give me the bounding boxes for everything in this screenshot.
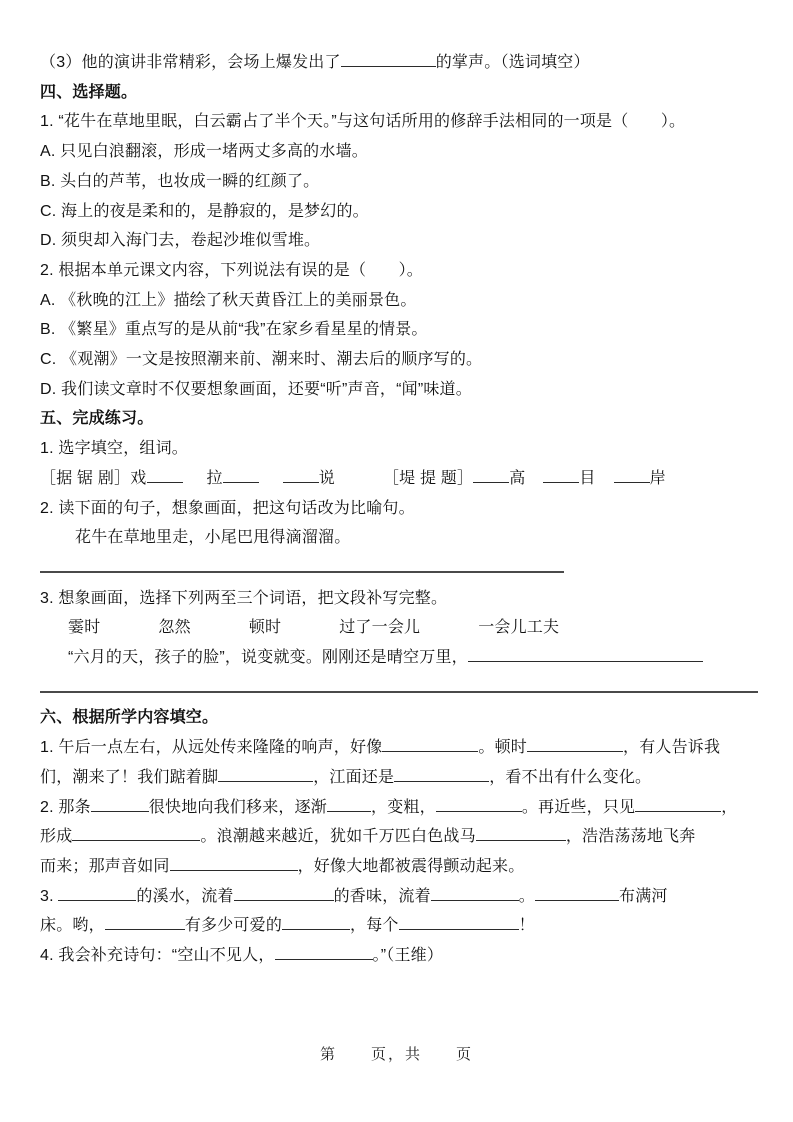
text-run: 目 bbox=[579, 469, 596, 487]
document-body bbox=[40, 48, 758, 971]
s4-q1-stem bbox=[40, 107, 758, 137]
footer-page-label: 第 页，共 页 bbox=[319, 1046, 473, 1063]
text-run: “六月的天，孩子的脸”，说变就变。刚刚还是晴空万里， bbox=[68, 649, 468, 667]
text-run: 形成 bbox=[40, 828, 73, 846]
s4-q1-option-a bbox=[40, 137, 758, 167]
text-run: 的掌声。（选词填空） bbox=[435, 54, 590, 71]
text-run: ，好像大地都被震得颤动起来。 bbox=[297, 857, 525, 875]
text-run: 有多少可爱的 bbox=[184, 917, 283, 935]
fill-in-blank bbox=[431, 883, 519, 901]
s6-q3-line2 bbox=[40, 911, 758, 941]
s4-q1-option-c bbox=[40, 197, 758, 227]
answer-rule bbox=[40, 673, 758, 693]
text-run: （3）他的演讲非常精彩，会场上爆发出了 bbox=[40, 54, 341, 71]
s5-q3-passage bbox=[40, 643, 758, 673]
s5-q3-stem bbox=[40, 584, 758, 614]
fill-in-blank bbox=[147, 465, 183, 483]
fill-in-blank bbox=[58, 883, 136, 901]
text-run: 3. bbox=[40, 887, 59, 905]
text-run: ！ bbox=[518, 917, 535, 935]
text-run: ，江面还是 bbox=[313, 768, 395, 786]
fill-in-blank bbox=[223, 465, 259, 483]
answer-rule bbox=[40, 553, 564, 573]
fill-in-blank bbox=[399, 912, 519, 930]
text-run: 五、完成练习。 bbox=[40, 410, 154, 428]
section4-title bbox=[40, 78, 758, 108]
text-run: 拉 bbox=[206, 469, 223, 487]
text-run: ，每个 bbox=[350, 917, 399, 935]
text-run: 说 bbox=[318, 469, 335, 487]
text-run: 3. 想象画面，选择下列两至三个词语，把文段补写完整。 bbox=[40, 589, 448, 607]
text-run: 的香味，流着 bbox=[333, 887, 431, 905]
s6-q2-line1 bbox=[40, 793, 758, 823]
text-run: 忽然 bbox=[158, 619, 191, 637]
text-run: 。 bbox=[518, 887, 535, 905]
fill-in-blank bbox=[468, 644, 703, 662]
s6-q2-line2 bbox=[40, 822, 758, 852]
s5-q3-word-bank bbox=[40, 613, 758, 643]
fill-in-blank bbox=[91, 794, 149, 812]
s4-q1-option-b bbox=[40, 167, 758, 197]
fill-in-blank bbox=[614, 465, 650, 483]
text-run: 2. 根据本单元课文内容，下列说法有误的是（ ）。 bbox=[40, 261, 423, 279]
s4-q1-option-d bbox=[40, 226, 758, 256]
text-run: 1. 选字填空，组词。 bbox=[40, 440, 188, 458]
text-run: B. 头白的芦苇，也妆成一瞬的红颜了。 bbox=[40, 172, 320, 190]
text-run: ［据 锯 剧］戏 bbox=[40, 469, 147, 487]
s4-q2-option-b bbox=[40, 315, 758, 345]
text-run: 4. 我会补充诗句：“空山不见人， bbox=[40, 947, 275, 965]
text-run: 四、选择题。 bbox=[40, 83, 138, 101]
text-run: 1. 午后一点左右，从远处传来隆隆的响声，好像 bbox=[40, 739, 383, 757]
fill-in-blank bbox=[105, 912, 185, 930]
text-run: 。浪潮越来越近，犹如千万匹白色战马 bbox=[200, 828, 476, 846]
s4-q2-option-d bbox=[40, 375, 758, 405]
text-run: A. 只见白浪翻滚，形成一堵两丈多高的水墙。 bbox=[40, 143, 368, 161]
text-run: 2. 那条 bbox=[40, 798, 91, 816]
text-run: 2. 读下面的句子，想象画面，把这句话改为比喻句。 bbox=[40, 499, 415, 517]
text-run: 六、根据所学内容填空。 bbox=[40, 709, 219, 727]
s6-q1-line2 bbox=[40, 763, 758, 793]
text-run: 1. “花牛在草地里眠，白云霸占了半个天。”与这句话所用的修辞手法相同的一项是（ ）。 bbox=[40, 113, 686, 131]
fill-in-blank bbox=[382, 734, 478, 752]
fill-in-blank bbox=[436, 794, 522, 812]
s4-q2-option-a bbox=[40, 286, 758, 316]
text-run: ，浩浩荡荡地飞奔 bbox=[565, 828, 696, 846]
text-run: 霎时 bbox=[68, 619, 101, 637]
s6-q2-line3 bbox=[40, 852, 758, 882]
text-run: A. 《秋晚的江上》描绘了秋天黄昏江上的美丽景色。 bbox=[40, 291, 417, 309]
text-run: 很快地向我们移来，逐渐 bbox=[148, 798, 327, 816]
text-run: ，有人告诉我 bbox=[623, 739, 721, 757]
text-run: 。再近些，只见 bbox=[521, 798, 636, 816]
text-run: 。顿时 bbox=[478, 739, 527, 757]
section5-title bbox=[40, 404, 758, 434]
s4-q2-option-c bbox=[40, 345, 758, 375]
fill-in-blank bbox=[218, 764, 313, 782]
text-run: 岸 bbox=[649, 469, 666, 487]
fill-in-blank bbox=[275, 942, 373, 960]
fill-in-blank bbox=[72, 823, 200, 841]
text-run: 布满河 bbox=[619, 887, 668, 905]
fill-in-blank bbox=[341, 49, 436, 67]
text-run: 。”（王维） bbox=[372, 947, 444, 965]
page-footer bbox=[0, 1043, 793, 1064]
s5-q2-stem bbox=[40, 494, 758, 524]
s5-q1-stem bbox=[40, 434, 758, 464]
text-run: ，变粗， bbox=[371, 798, 436, 816]
text-run: ， bbox=[721, 798, 738, 816]
fill-in-blank bbox=[282, 912, 350, 930]
s5-q2-sentence bbox=[40, 523, 758, 553]
text-run: C. 《观潮》一文是按照潮来前、潮来时、潮去后的顺序写的。 bbox=[40, 351, 483, 369]
text-run: ，看不出有什么变化。 bbox=[489, 768, 652, 786]
fill-in-blank bbox=[635, 794, 721, 812]
text-run: 的溪水，流着 bbox=[136, 887, 234, 905]
section-divider-rule bbox=[40, 673, 758, 704]
s5-q2-answer-line bbox=[40, 553, 758, 584]
text-run: D. 我们读文章时不仅要想象画面，还要“听”声音，“闻”味道。 bbox=[40, 380, 472, 398]
text-run: 高 bbox=[509, 469, 526, 487]
text-run: C. 海上的夜是柔和的，是静寂的，是梦幻的。 bbox=[40, 202, 369, 220]
s6-q1-line1 bbox=[40, 733, 758, 763]
text-run: 而来；那声音如同 bbox=[40, 857, 170, 875]
fill-in-blank bbox=[327, 794, 371, 812]
text-run: B. 《繁星》重点写的是从前“我”在家乡看星星的情景。 bbox=[40, 321, 428, 339]
item3-word-choice-sentence bbox=[40, 48, 758, 78]
text-run: ［堤 提 题］ bbox=[382, 469, 474, 487]
text-run: D. 须臾却入海门去，卷起沙堆似雪堆。 bbox=[40, 232, 321, 250]
section6-title bbox=[40, 703, 758, 733]
fill-in-blank bbox=[476, 823, 566, 841]
fill-in-blank bbox=[535, 883, 619, 901]
text-run: 一会儿工夫 bbox=[478, 619, 560, 637]
fill-in-blank bbox=[170, 853, 298, 871]
text-run: 床。哟， bbox=[40, 917, 105, 935]
text-run: 花牛在草地里走，小尾巴甩得滴溜溜。 bbox=[75, 529, 351, 547]
text-run: 顿时 bbox=[248, 619, 282, 637]
fill-in-blank bbox=[283, 465, 319, 483]
s5-q1-exercise bbox=[40, 464, 758, 494]
s6-q3-line1 bbox=[40, 882, 758, 912]
fill-in-blank bbox=[394, 764, 489, 782]
text-run: 们，潮来了！我们踮着脚 bbox=[40, 768, 219, 786]
fill-in-blank bbox=[234, 883, 334, 901]
s6-q4-line bbox=[40, 941, 758, 971]
fill-in-blank bbox=[527, 734, 623, 752]
fill-in-blank bbox=[473, 465, 509, 483]
fill-in-blank bbox=[543, 465, 579, 483]
text-run: 过了一会儿 bbox=[339, 619, 421, 637]
s4-q2-stem bbox=[40, 256, 758, 286]
